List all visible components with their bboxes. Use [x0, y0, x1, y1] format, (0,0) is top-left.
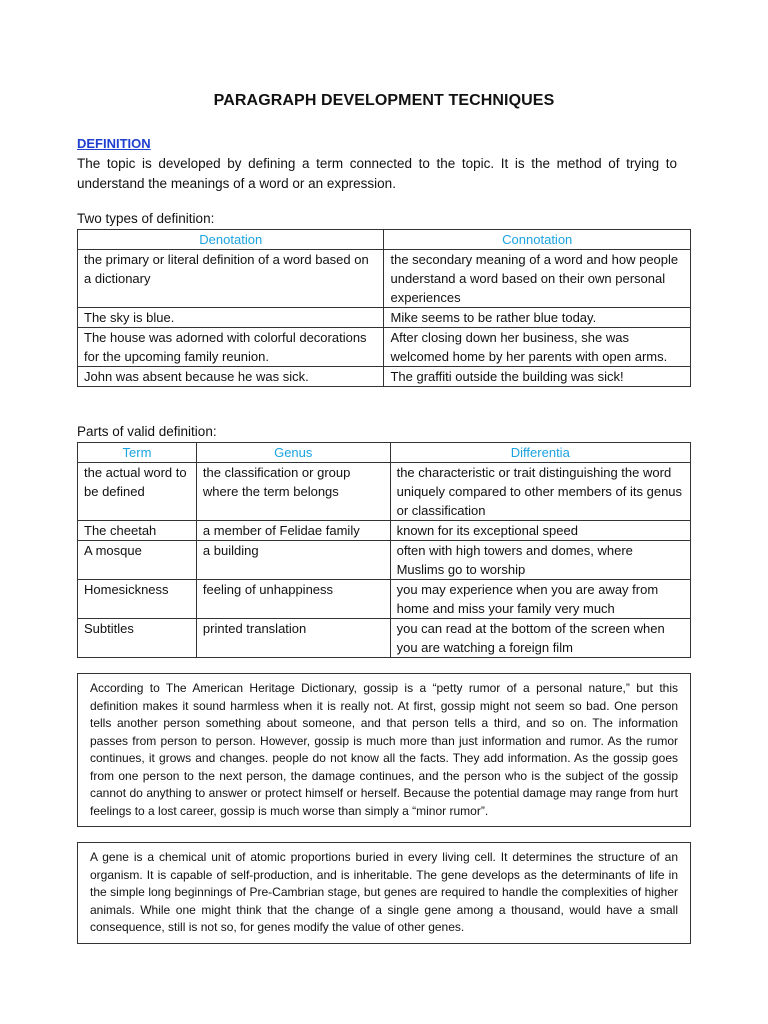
table-row	[78, 367, 691, 387]
table1-caption: Two types of definition:	[77, 211, 215, 226]
table-cell: The cheetah	[78, 521, 197, 541]
header-genus: Genus	[196, 443, 390, 463]
table-cell: the primary or literal definition of a word based on a dictionary	[78, 250, 384, 308]
table-row	[78, 521, 691, 541]
header-term: Term	[78, 443, 197, 463]
table-cell: the characteristic or trait distinguishing the word uniquely compared to other members of its genus or classification	[390, 463, 690, 521]
table-cell: the classification or group where the term belongs	[196, 463, 390, 521]
table-cell: The sky is blue.	[78, 308, 384, 328]
table-cell: The graffiti outside the building was sick!	[384, 367, 691, 387]
table-row	[78, 580, 691, 619]
table-row	[78, 463, 691, 521]
table-cell: you may experience when you are away from home and miss your family very much	[390, 580, 690, 619]
table-cell: often with high towers and domes, where Muslims go to worship	[390, 541, 690, 580]
gossip-example-box: According to The American Heritage Dictionary, gossip is a “petty rumor of a personal nature,” but this definition makes it sound harmless when it is really not. At first, gossip might not seem so bad. One person tells another person something about someone, and that person tells a third, and so on. The information passes from person to person. However, gossip is much more than just information and rumor. As the rumor continues, it grows and changes. people do not know all the facts. They add information. As the gossip goes from one person to the next person, the damage continues, and the person who is the subject of the gossip cannot do anything to answer or protect himself or herself. Because the potential damage may range from hurt feelings to a lost career, gossip is much worse than simply a “minor rumor”.	[77, 673, 691, 827]
table-cell: John was absent because he was sick.	[78, 367, 384, 387]
table2-caption: Parts of valid definition:	[77, 424, 217, 439]
table-cell: known for its exceptional speed	[390, 521, 690, 541]
table-cell: A mosque	[78, 541, 197, 580]
table-cell: Subtitles	[78, 619, 197, 658]
header-connotation: Connotation	[384, 230, 691, 250]
table-cell: a building	[196, 541, 390, 580]
table-cell: Homesickness	[78, 580, 197, 619]
table-cell: a member of Felidae family	[196, 521, 390, 541]
table-row	[78, 328, 691, 367]
table-cell: you can read at the bottom of the screen when you are watching a foreign film	[390, 619, 690, 658]
gene-example-box: A gene is a chemical unit of atomic proportions buried in every living cell. It determines the structure of an organism. It is capable of self-production, and is inheritable. The gene develops as the determinants of life in the simple long beginnings of Pre-Cambrian stage, but genes are required to handle the complexities of higher animals. While one might think that the change of a single gene among a thousand, would have a small consequence, still is not so, for genes modify the value of other genes.	[77, 842, 691, 944]
table-header-row	[78, 230, 691, 250]
table-cell: Mike seems to be rather blue today.	[384, 308, 691, 328]
table-header-row	[78, 443, 691, 463]
table-cell: feeling of unhappiness	[196, 580, 390, 619]
header-denotation: Denotation	[78, 230, 384, 250]
definition-types-table	[77, 229, 691, 387]
table-row	[78, 308, 691, 328]
table-cell: the actual word to be defined	[78, 463, 197, 521]
table-row	[78, 619, 691, 658]
definition-parts-table	[77, 442, 691, 658]
table-row	[78, 250, 691, 308]
table-cell: The house was adorned with colorful decorations for the upcoming family reunion.	[78, 328, 384, 367]
intro-paragraph: The topic is developed by defining a term connected to the topic. It is the method of trying to understand the meanings of a word or an expression.	[77, 156, 677, 191]
page-title: PARAGRAPH DEVELOPMENT TECHNIQUES	[213, 92, 555, 109]
table-cell: After closing down her business, she was welcomed home by her parents with open arms.	[384, 328, 691, 367]
table-row	[78, 541, 691, 580]
definition-heading-link[interactable]: DEFINITION	[77, 136, 151, 151]
header-differentia: Differentia	[390, 443, 690, 463]
table-cell: the secondary meaning of a word and how people understand a word based on their own personal experiences	[384, 250, 691, 308]
table-cell: printed translation	[196, 619, 390, 658]
